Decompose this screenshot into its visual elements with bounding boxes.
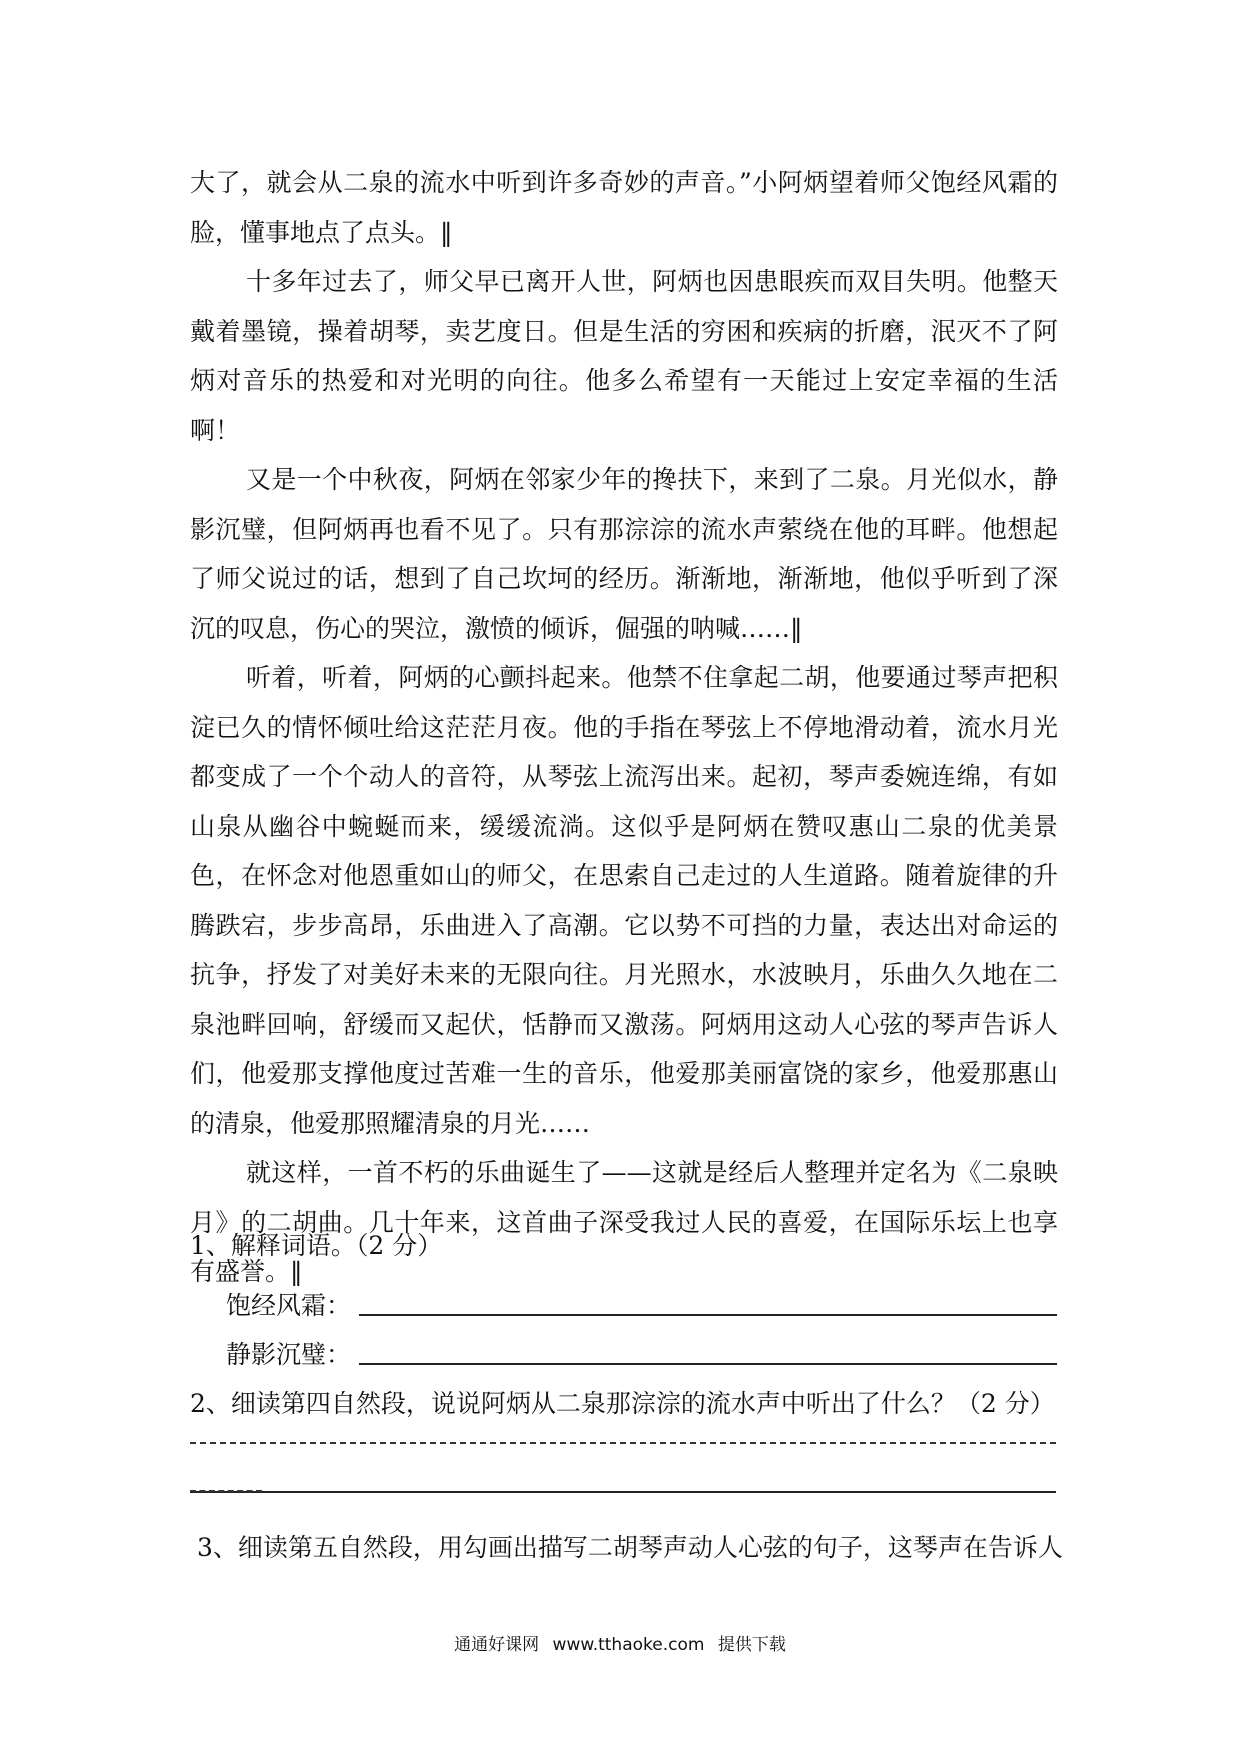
answer-blank-1[interactable] [359,1313,1057,1316]
vocab-item-1 [226,1286,1057,1322]
footer-site-name: 通通好课网 [454,1635,540,1655]
question-2-title: 2、细读第四自然段，说说阿炳从二泉那淙淙的流水声中听出了什么？（2 分） [190,1389,1055,1418]
reading-passage [190,158,1058,1297]
answer-line-2[interactable] [190,1491,1056,1493]
passage-paragraph-5: 就这样，一首不朽的乐曲诞生了——这就是经后人整理并定名为《二泉映月》的二胡曲。几十年来，这首曲子深受我过人民的喜爱，在国际乐坛上也享有盛誉。‖ [190,1158,1058,1286]
passage-paragraph-1: 大了，就会从二泉的流水中听到许多奇妙的声音。”小阿炳望着师父饱经风霜的脸，懂事地点了点头。‖ [190,168,1058,247]
answer-line-1[interactable] [190,1442,1056,1444]
question-3-title: 3、细读第五自然段，用勾画出描写二胡琴声动人心弦的句子，这琴声在告诉人 [197,1533,1063,1562]
answer-line-2-dash [190,1490,262,1492]
answer-blank-2[interactable] [359,1362,1057,1365]
vocab-item-2 [226,1335,1057,1371]
page-footer [0,1630,1240,1655]
footer-url[interactable]: www.tthaoke.com [552,1635,705,1655]
footer-suffix: 提供下载 [717,1635,786,1655]
vocab-word-2: 静影沉璧： [226,1340,352,1369]
passage-paragraph-3: 又是一个中秋夜，阿炳在邻家少年的搀扶下，来到了二泉。月光似水，静影沉璧，但阿炳再也看不见了。只有那淙淙的流水声萦绕在他的耳畔。他想起了师父说过的话，想到了自己坎坷的经历。渐渐地，渐渐地，他似乎听到了深沉的叹息，伤心的哭泣，激愤的倾诉，倔强的呐喊……‖ [190,465,1058,643]
passage-paragraph-4: 听着，听着，阿炳的心颤抖起来。他禁不住拿起二胡，他要通过琴声把积淀已久的情怀倾吐给这茫茫月夜。他的手指在琴弦上不停地滑动着，流水月光都变成了一个个动人的音符，从琴弦上流泻出来。起初，琴声委婉连绵，有如山泉从幽谷中蜿蜒而来，缓缓流淌。这似乎是阿炳在赞叹惠山二泉的优美景色，在怀念对他恩重如山的师父，在思索自己走过的人生道路。随着旋律的升腾跌宕，步步高昂，乐曲进入了高潮。它以势不可挡的力量，表达出对命运的抗争，抒发了对美好未来的无限向往。月光照水，水波映月，乐曲久久地在二泉池畔回响，舒缓而又起伏，恬静而又激荡。阿炳用这动人心弦的琴声告诉人们，他爱那支撑他度过苦难一生的音乐，他爱那美丽富饶的家乡，他爱那惠山的清泉，他爱那照耀清泉的月光…… [190,663,1058,1138]
vocab-word-1: 饱经风霜： [226,1291,352,1320]
question-1-title: 1、解释词语。（2 分） [190,1231,443,1260]
passage-paragraph-2: 十多年过去了，师父早已离开人世，阿炳也因患眼疾而双目失明。他整天戴着墨镜，操着胡琴，卖艺度日。但是生活的穷困和疾病的折磨，泯灭不了阿炳对音乐的热爱和对光明的向往。他多么希望有一天能过上安定幸福的生活啊！ [190,267,1058,445]
